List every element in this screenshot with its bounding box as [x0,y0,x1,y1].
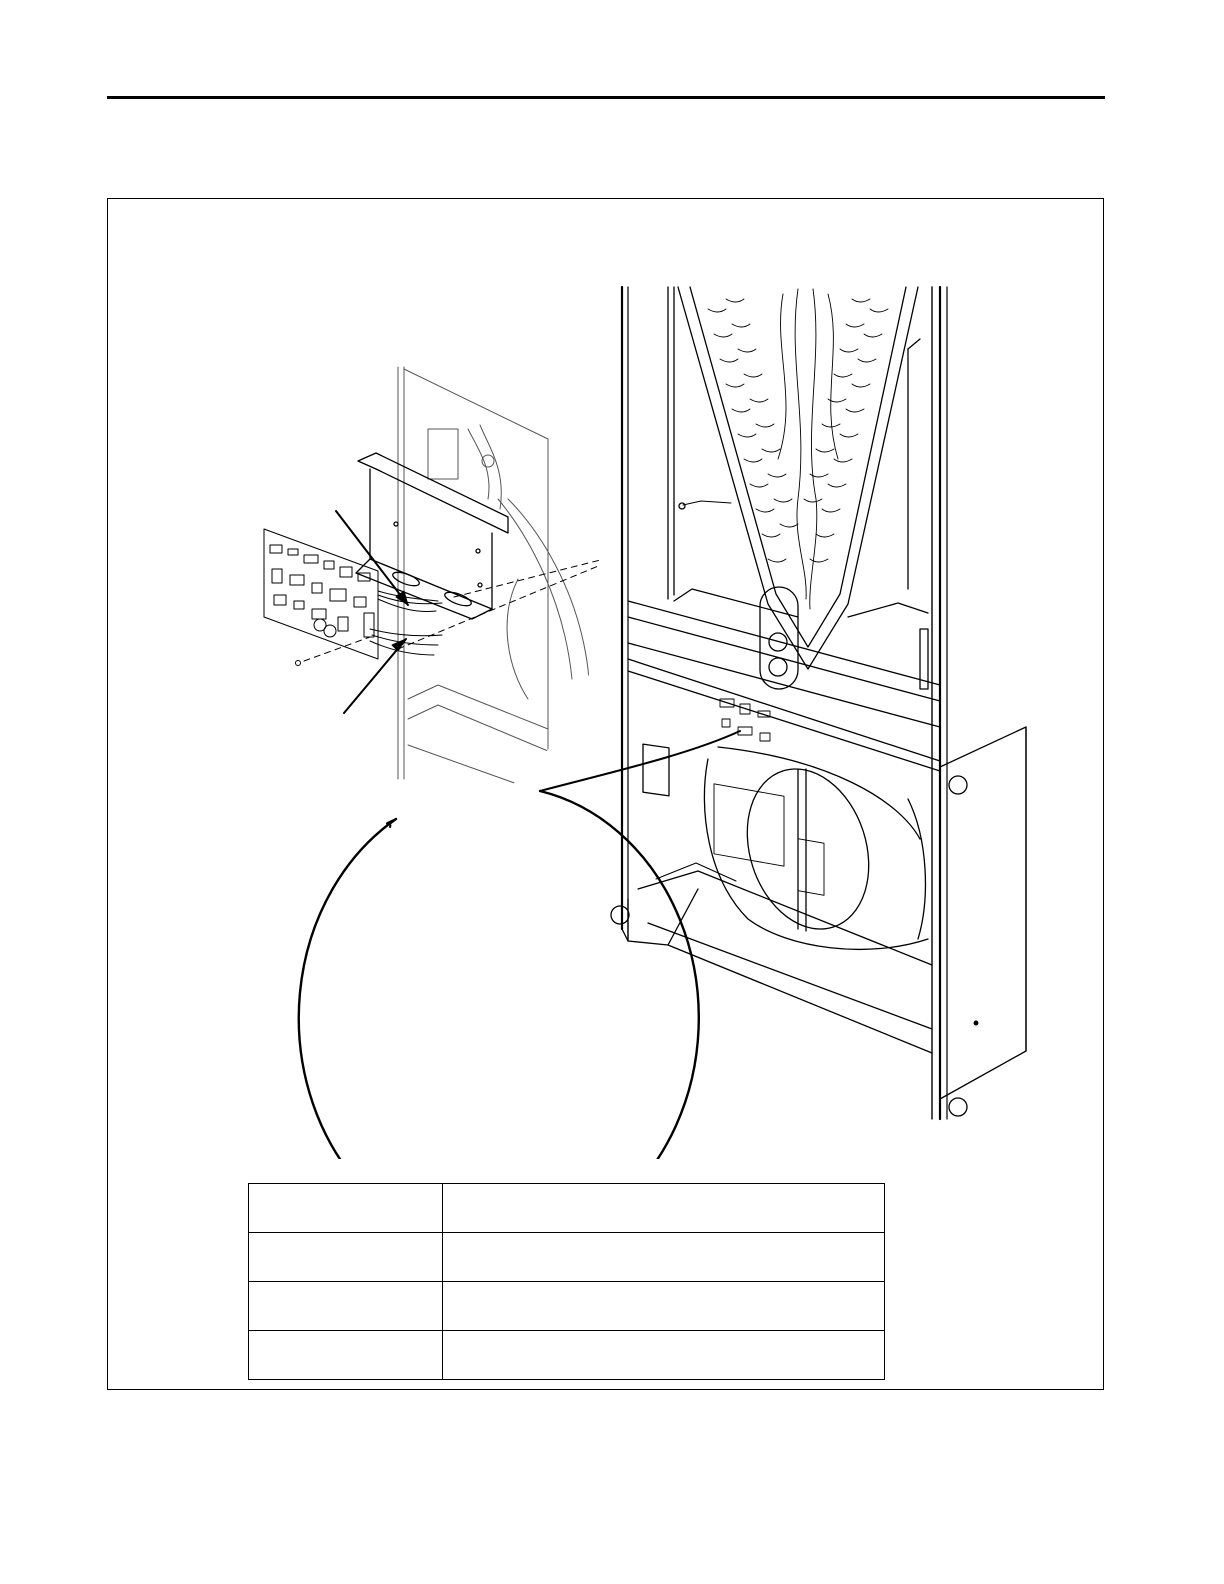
air-handler-illustration [108,199,1105,1159]
legend-item-cell [249,1184,443,1233]
table-row [249,1282,885,1331]
air-handler-cabinet-icon [611,287,1026,1119]
legend-description-cell [442,1184,884,1233]
legend-item-cell [249,1282,443,1331]
legend-description-cell [442,1233,884,1282]
figure-frame [107,198,1104,1390]
legend-item-cell [249,1233,443,1282]
legend-description-cell [442,1331,884,1380]
header-rule [107,96,1105,99]
table-row [249,1331,885,1380]
table-row [249,1184,885,1233]
legend-description-cell [442,1282,884,1331]
magnifier-detail-icon [299,731,740,1159]
table-row [249,1233,885,1282]
mounting-bracket-icon [356,453,508,619]
legend-table [248,1183,885,1380]
legend-item-cell [249,1331,443,1380]
